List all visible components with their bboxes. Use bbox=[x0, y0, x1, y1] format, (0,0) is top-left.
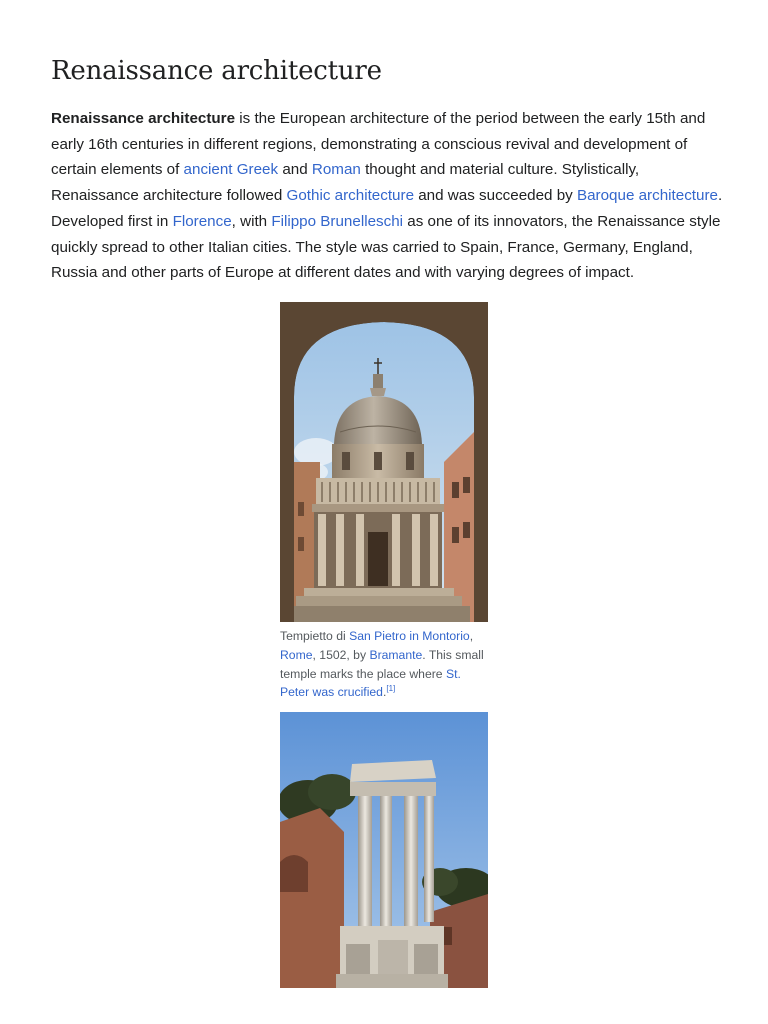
link-st[interactable]: St. bbox=[445, 666, 461, 681]
intro-line-6: quickly spread to other Italian cities. The style was carried to Spain, France, Germany, England, bbox=[51, 238, 693, 256]
link-baroque-architecture[interactable]: Baroque architecture bbox=[576, 187, 718, 205]
figure-tempietto bbox=[280, 302, 488, 702]
link-bramante[interactable]: Bramante bbox=[369, 647, 423, 662]
link-rome[interactable]: Rome bbox=[280, 647, 313, 662]
intro-line-2: early 16th centuries in different regions, demonstrating a conscious revival and development of bbox=[51, 135, 688, 153]
intro-line-4: Renaissance architecture followed Gothic architecture and was succeeded by Baroque architecture. bbox=[51, 187, 723, 205]
figure-tempietto-caption: Tempietto di San Pietro in Montorio, Rome, 1502, by Bramante. This small temple marks the place where St. Peter was crucified.[1] bbox=[280, 629, 484, 700]
bold-term: Renaissance architecture bbox=[51, 110, 236, 127]
page-title: Renaissance architecture bbox=[51, 56, 382, 86]
intro-paragraph bbox=[51, 106, 723, 286]
tempietto-photo[interactable] bbox=[280, 302, 488, 622]
reference-1[interactable]: [1] bbox=[386, 684, 396, 694]
link-florence[interactable]: Florence bbox=[172, 212, 232, 230]
link-gothic-architecture[interactable]: Gothic architecture bbox=[286, 187, 415, 205]
figure-temple-ruins bbox=[280, 712, 488, 988]
link-filippo-brunelleschi[interactable]: Filippo Brunelleschi bbox=[271, 212, 404, 230]
link-ancient-greek[interactable]: ancient Greek bbox=[183, 161, 279, 179]
link-roman[interactable]: Roman bbox=[311, 161, 361, 179]
temple-of-vesta-ruins-photo[interactable] bbox=[280, 712, 488, 988]
intro-line-3: certain elements of ancient Greek and Roman thought and material culture. Stylistically, bbox=[51, 161, 640, 179]
intro-line-1: Renaissance architecture is the European architecture of the period between the early 15th and bbox=[51, 110, 706, 127]
intro-line-5: Developed first in Florence, with Filippo Brunelleschi as one of its innovators, the Renaissance style bbox=[51, 212, 721, 230]
link-san-pietro-in-montorio[interactable]: San Pietro in Montorio bbox=[349, 629, 470, 643]
link-peter-was-crucified[interactable]: Peter was crucified bbox=[280, 685, 383, 700]
intro-line-7: Russia and other parts of Europe at different dates and with varying degrees of impact. bbox=[51, 264, 635, 282]
